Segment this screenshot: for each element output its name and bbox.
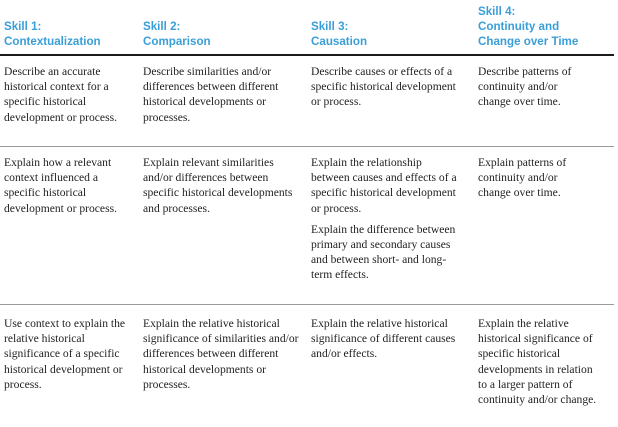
header-skill-1 — [4, 19, 134, 49]
header-skill-1-title: Contextualization — [4, 35, 101, 48]
header-divider — [0, 54, 614, 56]
header-skill-3-title: Causation — [311, 35, 368, 48]
row-1-skill-2-cell: Describe similarities and/or differences between different historical developments or processes. — [143, 65, 279, 124]
header-skill-3-number: Skill 3: — [311, 20, 349, 33]
row-1-skill-3-cell: Describe causes or effects of a specific historical development or process. — [311, 65, 456, 109]
row-divider-1 — [0, 146, 614, 147]
header-skill-4-title-line1: Continuity and — [478, 20, 560, 33]
header-skill-3 — [311, 19, 471, 49]
row-1-skill-1-cell: Describe an accurate historical context for a specific historical development or process. — [4, 65, 118, 124]
row-2-skill-4-cell: Explain patterns of continuity and/or change over time. — [478, 156, 567, 200]
header-skill-2 — [143, 19, 303, 49]
row-1-skill-4-cell: Describe patterns of continuity and/or change over time. — [478, 65, 572, 109]
row-divider-2 — [0, 304, 614, 305]
row-3-skill-2-cell: Explain the relative historical significance of similarities and/or differences between different historical developments or processes. — [143, 317, 299, 391]
header-skill-4 — [478, 4, 614, 49]
header-skill-2-number: Skill 2: — [143, 20, 181, 33]
header-skill-4-title-line2: Change over Time — [478, 35, 579, 48]
row-2-skill-2-cell: Explain relevant similarities and/or differences between specific historical developments and processes. — [143, 156, 293, 215]
row-3-skill-3-cell: Explain the relative historical significance of different causes and/or effects. — [311, 317, 456, 361]
row-3-skill-4-cell: Explain the relative historical significance of specific historical developments in relation to a larger pattern of continuity and/or change. — [478, 317, 597, 407]
row-2-skill-3-paragraph-1: Explain the relationship between causes and effects of a specific historical development or process. — [311, 156, 457, 215]
row-2-skill-3-paragraph-2: Explain the difference between primary and secondary causes and between short- and long-term effects. — [311, 222, 456, 282]
header-skill-1-number: Skill 1: — [4, 20, 42, 33]
header-skill-2-title: Comparison — [143, 35, 211, 48]
row-3-skill-1-cell: Use context to explain the relative historical significance of a specific historical development or process. — [4, 317, 126, 391]
row-2-skill-1-cell: Explain how a relevant context influenced a specific historical development or process. — [4, 156, 118, 215]
row-2-skill-3-cell — [311, 155, 459, 283]
header-skill-4-number: Skill 4: — [478, 5, 516, 18]
